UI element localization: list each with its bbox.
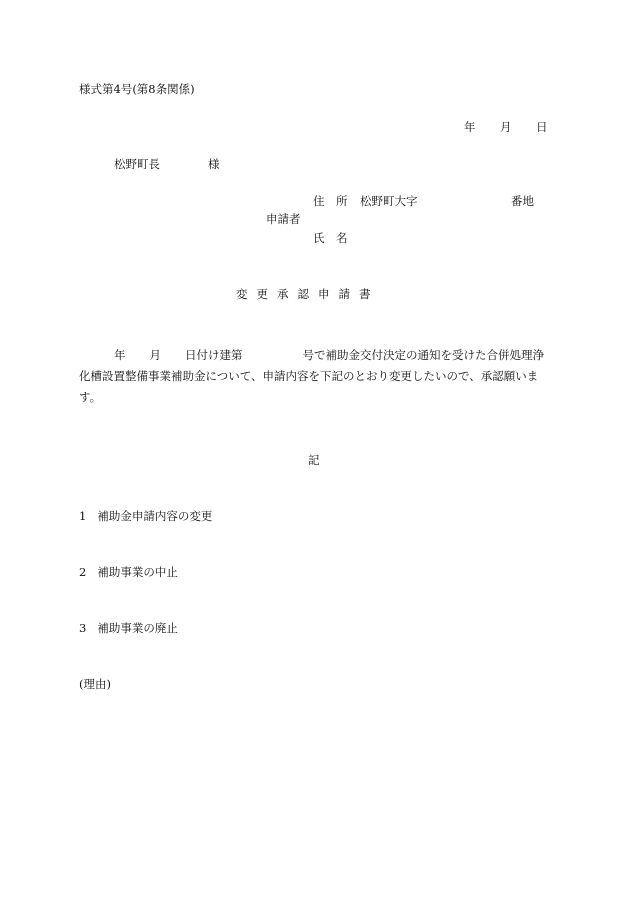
document-title: 変更承認申請書 (236, 287, 380, 301)
item-number: 1 (79, 509, 87, 523)
addressee-name: 松野町長 (114, 157, 160, 171)
date-month: 月 (500, 120, 512, 134)
body-line-1-tail: 号で補助金交付決定の通知を受けた合併処理浄 (302, 348, 544, 362)
item-number: 2 (79, 565, 87, 579)
list-item (79, 565, 178, 579)
address-suffix: 番地 (511, 194, 534, 208)
body-year: 年 (114, 348, 126, 362)
name-label: 氏 名 (313, 231, 348, 245)
body-paragraph (79, 345, 549, 408)
list-item (79, 621, 178, 635)
address-label: 住 所 (313, 194, 348, 208)
body-line-1 (79, 345, 549, 366)
item-label: 補助事業の廃止 (97, 621, 178, 635)
item-label: 補助事業の中止 (97, 565, 178, 579)
date-day: 日 (536, 120, 548, 134)
applicant-label: 申請者 (266, 212, 301, 226)
item-number: 3 (79, 621, 87, 635)
body-line-3: す。 (79, 390, 102, 404)
body-month: 月 (149, 348, 161, 362)
address-value: 松野町大字 (360, 194, 418, 208)
list-item (79, 509, 212, 523)
item-label: 補助金申請内容の変更 (97, 509, 213, 523)
ki-heading: 記 (308, 453, 320, 467)
body-date-ref: 日付け建第 (185, 348, 243, 362)
reason-label: (理由) (79, 677, 111, 691)
addressee-honorific: 様 (208, 157, 220, 171)
body-line-2: 化槽設置整備事業補助金について、申請内容を下記のとおり変更したいので、承認願いま (79, 369, 539, 383)
form-number-label: 様式第4号(第8条関係) (79, 82, 195, 96)
date-year: 年 (464, 120, 476, 134)
